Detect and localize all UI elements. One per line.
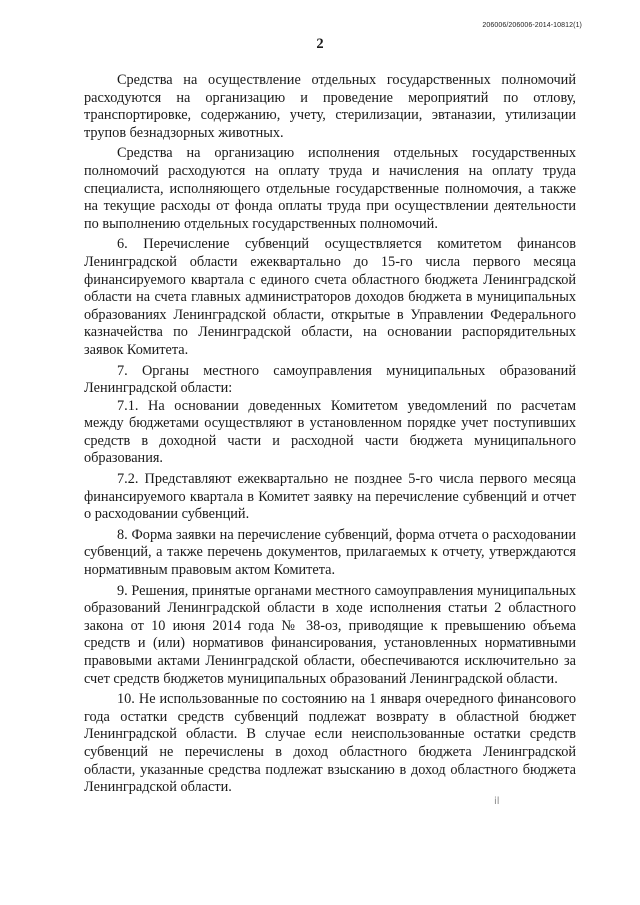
paragraph-6-transfer: 6. Перечисление субвенций осуществляется комитетом финансов Ленинградской области ежеквартально до 15-го числа первого месяца финансируемого квартала с единого счета областного бюджета Ленинградской области на счета главных администраторов доходов бюджета в муниципальных образованиях Ленинградской области, открытые в Управлении Федерального казначейства по Ленинградской области, на основании распорядительных заявок Комитета. [84, 236, 576, 358]
paragraph-8-forms: 8. Форма заявки на перечисление субвенций, форма отчета о расходовании субвенций, а также перечень документов, прилагаемых к отчету, утверждаются нормативным правовым актом Комитета. [84, 526, 576, 579]
paragraph-7-1-accounting: 7.1. На основании доведенных Комитетом уведомлений по расчетам между бюджетами осуществляют в установленном порядке учет поступивших средств в доходной части и расходной части бюджета муниципального образования. [84, 397, 576, 467]
document-id: 206006/206006-2014-10812(1) [482, 22, 582, 29]
paragraph-10-unused-balances: 10. Не использованные по состоянию на 1 января очередного финансового года остатки средств субвенций подлежат возврату в областной бюджет Ленинградской области. В случае если неиспользованные остатки средств субвенций не перечислены в доход областного бюджета Ленинградской области, указанные средства подлежат взысканию в доход областного бюджета Ленинградской области. [84, 691, 576, 796]
paragraph-7-local-authorities: 7. Органы местного самоуправления муниципальных образований Ленинградской области: [84, 362, 576, 397]
paragraph-expenses-organization: Средства на организацию исполнения отдельных государственных полномочий расходуются на оплату труда и начисления на оплату труда специалиста, исполняющего отдельные государственные полномочия, а также на текущие расходы от фонда оплаты труда при осуществлении деятельности по выполнению отдельных государственных полномочий. [84, 145, 576, 232]
paragraph-expenses-purpose: Средства на осуществление отдельных государственных полномочий расходуются на организацию и проведение мероприятий по отлову, транспортировке, содержанию, учету, стерилизации, эвтаназии, утилизации трупов безнадзорных животных. [84, 72, 576, 141]
paragraph-9-decisions: 9. Решения, принятые органами местного самоуправления муниципальных образований Ленинградской области в ходе исполнения статьи 2 областного закона от 10 июня 2014 года № 38-оз, приводящие к превышению объема средств и (или) нормативов финансирования, установленных нормативными правовыми актами Ленинградской области, обеспечиваются исключительно за счет средств бюджетов муниципальных образований Ленинградской области. [84, 582, 576, 687]
margin-mark: il [494, 796, 500, 807]
page-number: 2 [316, 36, 324, 52]
paragraph-7-2-reporting: 7.2. Представляют ежеквартально не позднее 5-го числа первого месяца финансируемого квартала в Комитет заявку на перечисление субвенций и отчет о расходовании субвенций. [84, 471, 576, 523]
document-body [84, 72, 576, 800]
